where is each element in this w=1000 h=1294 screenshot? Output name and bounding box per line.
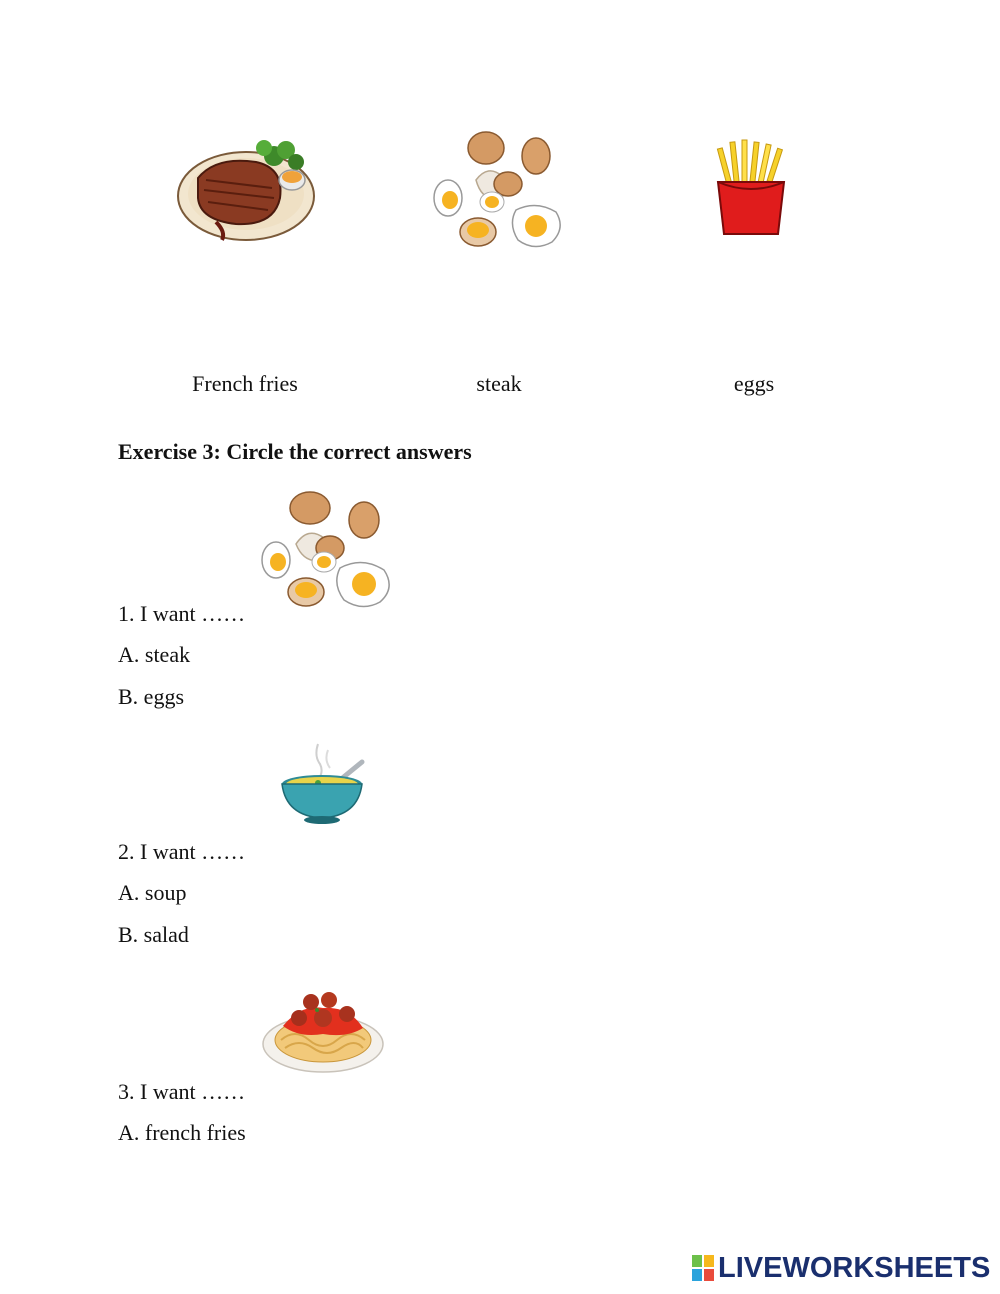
question-3-prompt: 3. I want …… xyxy=(118,1079,246,1104)
question-2-prompt: 2. I want …… xyxy=(118,839,246,864)
match-label-french-fries: French fries xyxy=(192,371,298,396)
liveworksheets-logo xyxy=(692,1253,990,1283)
french-fries-image xyxy=(712,138,790,238)
question-1-option-a[interactable]: A. steak xyxy=(118,642,191,667)
soup-bowl-image xyxy=(278,742,370,826)
liveworksheets-logo-icon xyxy=(692,1255,714,1281)
match-label-eggs: eggs xyxy=(733,371,775,396)
question-1-option-b[interactable]: B. eggs xyxy=(118,684,184,709)
eggs-image xyxy=(430,128,568,256)
question-1-prompt: 1. I want …… xyxy=(118,601,246,626)
question-2-option-b[interactable]: B. salad xyxy=(118,922,189,947)
steak-image xyxy=(176,128,316,256)
question-2-option-a[interactable]: A. soup xyxy=(118,880,187,905)
spaghetti-meatballs-image xyxy=(261,988,385,1076)
match-label-steak: steak xyxy=(476,371,522,396)
question-1-eggs-image xyxy=(258,488,396,616)
exercise-3-heading: Exercise 3: Circle the correct answers xyxy=(118,439,472,464)
question-3-option-a[interactable]: A. french fries xyxy=(118,1120,246,1145)
liveworksheets-brand-text: LIVEWORKSHEETS xyxy=(718,1252,991,1284)
